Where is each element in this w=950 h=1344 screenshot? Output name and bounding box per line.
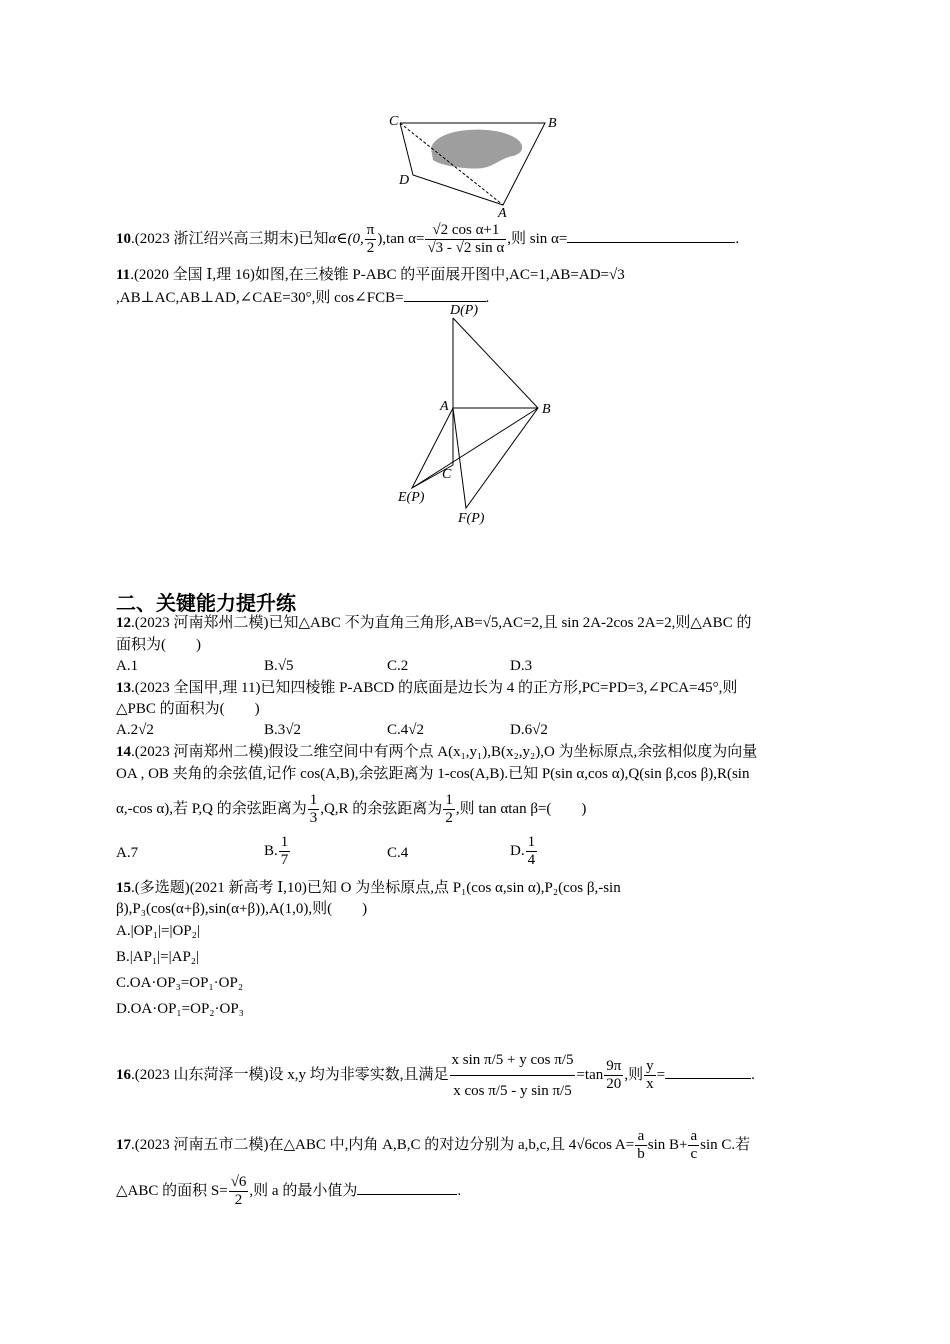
label-a2: A — [440, 399, 449, 414]
q11-number: 11 — [116, 267, 131, 283]
label-a: A — [498, 206, 507, 220]
question-12-line2: 面积为( ) — [116, 637, 201, 653]
q16-main-fraction: $\frac{\text{x sin π/5 + y cos π/5}}{\text{x cos π/5 - y sin π/5}}$ — [450, 1045, 576, 1106]
q13-option-d[interactable]: D.6√2 — [510, 722, 548, 738]
q16-tan-fraction: $\frac{9\pi}{20}$ — [606, 1058, 622, 1092]
question-17-line1: 17.(2023 河南五市二模)在△ABC 中,内角 A,B,C 的对边分别为 a,b,c,且 4√6cos A= $\frac{a}{b}$ sin B+ $\frac{a}{c}$ sin C.若 — [116, 1128, 751, 1162]
question-14-line1 — [116, 742, 757, 762]
q15-text-1: .(多选题)(2021 新高考 Ⅰ,10)已知 O 为坐标原点,点 P₁(cos α,sin α),P₂(cos β,-sin — [131, 880, 621, 896]
question-15-line2: β),P₃(cos(α+β),sin(α+β)),A(1,0),则( ) — [116, 901, 368, 917]
q17-frac-ac: $\frac{a}{c}$ — [690, 1128, 698, 1162]
q15-option-b[interactable]: B.|AP₁|=|AP₂| — [116, 949, 200, 965]
question-13-line1 — [116, 678, 737, 698]
q13-number: 13 — [116, 680, 131, 696]
question-12-line1 — [116, 613, 751, 633]
q12-option-d[interactable]: D.3 — [510, 658, 533, 674]
q14-option-b[interactable]: B. $\frac{1}{7}$ — [264, 834, 289, 868]
q13-option-a[interactable]: A.2√2 — [116, 722, 154, 738]
q13-text-1: .(2023 全国甲,理 11)已知四棱锥 P-ABCD 的底面是边长为 4 的正方形,PC=PD=3,∠PCA=45°,则 — [131, 680, 738, 696]
q17-frac-sqrt6: $\frac{√6}{2}$ — [230, 1174, 247, 1208]
question-16: 16.(2023 山东菏泽一模)设 x,y 均为非零实数,且满足 $\frac{\text{x sin π/5 + y cos π/5}}{\text{x cos π/5 - y sin π/5}}$ =tan $\frac{9\pi}{20}$ ,则 $\frac{y}{x}$ = . — [116, 1045, 755, 1106]
label-d: D — [399, 173, 410, 188]
question-15-line1 — [116, 878, 621, 898]
q10-pi-half: $\frac{\pi}{2}$ — [366, 222, 375, 256]
q15-option-a[interactable]: A.|OP₁|=|OP₂| — [116, 923, 200, 939]
q14-text-1: .(2023 河南郑州二模)假设二维空间中有两个点 A(x₁,y₁),B(x₂,y₂),O 为坐标原点,余弦相似度为向量 — [131, 744, 758, 760]
q10-number: 10 — [116, 230, 131, 247]
q10-tan: ),tan α= — [377, 230, 425, 247]
q10-denominator: √3 - √2 sin α — [427, 240, 505, 256]
question-11-line2: ,AB⊥AC,AB⊥AD,∠CAE=30°,则 cos∠FCB= . — [116, 287, 489, 308]
figure-plane-shapes — [385, 110, 575, 220]
q10-source: .(2023 浙江绍兴高三期末)已知 — [131, 230, 329, 247]
q15-option-d[interactable]: D.OA·OP₁=OP₂·OP₃ — [116, 1001, 244, 1017]
q10-fraction — [425, 222, 506, 257]
q16-yx-fraction: $\frac{y}{x}$ — [646, 1058, 654, 1092]
q12-option-c[interactable]: C.2 — [387, 658, 409, 674]
q14-frac-1: $\frac{1}{3}$ — [309, 792, 318, 826]
q17-number: 17 — [116, 1136, 131, 1153]
label-b: B — [548, 116, 557, 131]
question-14-line3: α,-cos α),若 P,Q 的余弦距离为 $\frac{1}{3}$ ,Q,R 的余弦距离为 $\frac{1}{2}$ ,则 tan αtan β=( ) — [116, 792, 587, 826]
question-10: 10.(2023 浙江绍兴高三期末)已知α∈(0, $\frac{\pi}{2}$ ),tan α= $\frac{\text{√2 cos α+1}}{\text{√3 - √2 sin α}}$ ,则 sin α= . — [116, 222, 740, 256]
q13-option-b[interactable]: B.3√2 — [264, 722, 301, 738]
question-13-line2: △PBC 的面积为( ) — [116, 701, 260, 717]
q12-option-b[interactable]: B.√5 — [264, 658, 294, 674]
q16-source: .(2023 山东菏泽一模)设 x,y 均为非零实数,且满足 — [131, 1066, 449, 1083]
q14-frac-2: $\frac{1}{2}$ — [445, 792, 453, 826]
q10-cond: α∈(0, — [328, 230, 364, 247]
q12-text-1: .(2023 河南郑州二模)已知△ABC 不为直角三角形,AB=√5,AC=2,且 sin 2A-2cos 2A=2,则△ABC 的 — [131, 615, 752, 631]
q14-number: 14 — [116, 744, 131, 760]
q10-tail: ,则 sin α= — [507, 230, 568, 247]
label-c: C — [389, 114, 399, 129]
q16-number: 16 — [116, 1066, 131, 1083]
q10-answer-blank[interactable] — [567, 228, 735, 243]
net-outline — [412, 318, 538, 508]
figure-net-diagram — [390, 300, 560, 530]
q13-option-c[interactable]: C.4√2 — [387, 722, 424, 738]
q14-option-c[interactable]: C.4 — [387, 845, 409, 861]
q11-text-2: ,AB⊥AC,AB⊥AD,∠CAE=30°,则 cos∠FCB= — [116, 290, 404, 306]
q15-number: 15 — [116, 880, 131, 896]
label-dp: D(P) — [450, 303, 478, 318]
q17-frac-ab: $\frac{a}{b}$ — [637, 1128, 645, 1162]
q11-text-1: .(2020 全国 Ⅰ,理 16)如图,在三棱锥 P-ABC 的平面展开图中,AC=1,AB=AD=√3 — [130, 267, 625, 283]
q14-option-d[interactable]: D. $\frac{1}{4}$ — [510, 834, 536, 868]
q12-option-a[interactable]: A.1 — [116, 658, 139, 674]
q10-numerator: √2 cos α+1 — [425, 222, 506, 240]
q15-option-c[interactable]: C.OA·OP₃=OP₁·OP₂ — [116, 975, 244, 991]
label-b2: B — [542, 402, 551, 417]
question-11-line1 — [116, 265, 625, 285]
section-title: 二、关键能力提升练 — [116, 591, 296, 615]
q12-number: 12 — [116, 615, 131, 631]
question-14-line2: OA , OB 夹角的余弦值,记作 cos(A,B),余弦距离为 1-cos(A,B).已知 P(sin α,cos α),Q(sin β,cos β),R(sin — [116, 766, 750, 782]
q17-answer-blank[interactable] — [357, 1180, 457, 1195]
gray-blob — [431, 130, 522, 169]
label-c2: C — [442, 467, 452, 482]
question-17-line2: △ABC 的面积 S= $\frac{√6}{2}$ ,则 a 的最小值为 . — [116, 1174, 462, 1208]
q14-option-a[interactable]: A.7 — [116, 845, 139, 861]
label-fp: F(P) — [458, 511, 485, 526]
q16-answer-blank[interactable] — [665, 1064, 751, 1079]
label-ep: E(P) — [398, 490, 425, 505]
